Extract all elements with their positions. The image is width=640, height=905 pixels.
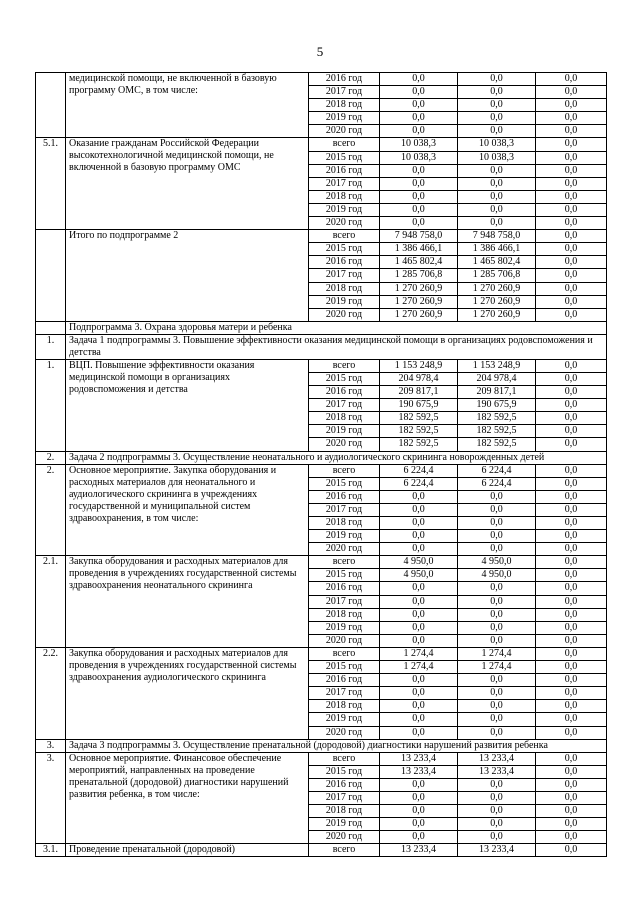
other-sources-cell: 0,0 [536,190,607,203]
period-cell: 2020 год [309,217,380,230]
period-cell: 2017 год [309,791,380,804]
section-header-row [36,334,607,359]
activity-name: Основное мероприятие. Закупка оборудования и расходных материалов для неонатального и аудиологического скрининга в учреждениях государственной и муниципальной систем здравоохранения, в том числе: [66,464,309,556]
regional-budget-cell: 0,0 [458,818,536,831]
regional-budget-cell: 182 592,5 [458,425,536,438]
regional-budget-cell: 4 950,0 [458,569,536,582]
regional-budget-cell: 0,0 [458,608,536,621]
total-funding-cell: 13 233,4 [380,752,458,765]
row-number: 3. [36,752,66,844]
period-cell: всего [309,464,380,477]
row-number: 1. [36,359,66,451]
other-sources-cell: 0,0 [536,217,607,230]
total-funding-cell: 0,0 [380,621,458,634]
regional-budget-cell: 10 038,3 [458,138,536,151]
other-sources-cell: 0,0 [536,359,607,372]
period-cell: всего [309,359,380,372]
period-cell: 2020 год [309,634,380,647]
regional-budget-cell: 1 270 260,9 [458,295,536,308]
total-funding-cell: 0,0 [380,203,458,216]
other-sources-cell: 0,0 [536,621,607,634]
regional-budget-cell: 0,0 [458,190,536,203]
period-cell: 2020 год [309,125,380,138]
page-number: 5 [316,44,324,59]
other-sources-cell: 0,0 [536,765,607,778]
total-funding-cell: 1 274,4 [380,647,458,660]
period-cell: 2015 год [309,661,380,674]
total-funding-cell: 13 233,4 [380,765,458,778]
regional-budget-cell: 10 038,3 [458,151,536,164]
regional-budget-cell: 0,0 [458,634,536,647]
period-cell: 2019 год [309,203,380,216]
total-funding-cell: 0,0 [380,112,458,125]
row-number: 2. [36,451,66,464]
other-sources-cell: 0,0 [536,543,607,556]
activity-name: Закупка оборудования и расходных материалов для проведения в учреждениях государственной системы здравоохранения аудиологического скрининга [66,647,309,739]
total-funding-cell: 0,0 [380,818,458,831]
period-cell: 2015 год [309,372,380,385]
period-cell: 2017 год [309,269,380,282]
budget-table-body [36,73,607,857]
regional-budget-cell: 13 233,4 [458,844,536,857]
total-funding-cell: 0,0 [380,190,458,203]
section-header-row [36,451,607,464]
total-funding-cell: 0,0 [380,164,458,177]
regional-budget-cell: 0,0 [458,86,536,99]
period-cell: 2018 год [309,99,380,112]
total-funding-cell: 13 233,4 [380,844,458,857]
total-funding-cell: 0,0 [380,177,458,190]
period-cell: 2019 год [309,530,380,543]
period-cell: 2015 год [309,477,380,490]
regional-budget-cell: 0,0 [458,164,536,177]
other-sources-cell: 0,0 [536,151,607,164]
period-cell: 2018 год [309,517,380,530]
regional-budget-cell: 1 270 260,9 [458,308,536,321]
other-sources-cell: 0,0 [536,647,607,660]
regional-budget-cell: 0,0 [458,700,536,713]
regional-budget-cell: 182 592,5 [458,412,536,425]
other-sources-cell: 0,0 [536,530,607,543]
period-cell: 2018 год [309,282,380,295]
regional-budget-cell: 1 285 706,8 [458,269,536,282]
period-cell: 2017 год [309,86,380,99]
total-funding-cell: 0,0 [380,700,458,713]
other-sources-cell: 0,0 [536,464,607,477]
total-funding-cell: 1 274,4 [380,661,458,674]
period-cell: 2016 год [309,386,380,399]
regional-budget-cell: 6 224,4 [458,477,536,490]
other-sources-cell: 0,0 [536,791,607,804]
total-funding-cell: 4 950,0 [380,556,458,569]
total-funding-cell: 1 153 248,9 [380,359,458,372]
other-sources-cell: 0,0 [536,569,607,582]
period-cell: 2017 год [309,177,380,190]
period-cell: 2020 год [309,438,380,451]
total-funding-cell: 0,0 [380,86,458,99]
total-funding-cell: 182 592,5 [380,412,458,425]
total-funding-cell: 0,0 [380,582,458,595]
section-header-text: Задача 3 подпрограммы 3. Осуществление пренатальной (дородовой) диагностики нарушений развития ребенка [66,739,607,752]
period-cell: 2018 год [309,805,380,818]
total-funding-cell: 1 386 466,1 [380,243,458,256]
table-row [36,359,607,372]
period-cell: всего [309,752,380,765]
other-sources-cell: 0,0 [536,282,607,295]
other-sources-cell: 0,0 [536,477,607,490]
regional-budget-cell: 0,0 [458,791,536,804]
other-sources-cell: 0,0 [536,556,607,569]
row-number: 2.1. [36,556,66,648]
other-sources-cell: 0,0 [536,164,607,177]
total-funding-cell: 0,0 [380,713,458,726]
row-number: 2. [36,464,66,556]
other-sources-cell: 0,0 [536,713,607,726]
period-cell: 2017 год [309,503,380,516]
regional-budget-cell: 0,0 [458,805,536,818]
total-funding-cell: 0,0 [380,726,458,739]
period-cell: всего [309,138,380,151]
total-funding-cell: 0,0 [380,217,458,230]
regional-budget-cell: 0,0 [458,582,536,595]
regional-budget-cell: 1 274,4 [458,647,536,660]
regional-budget-cell: 7 948 758,0 [458,230,536,243]
regional-budget-cell: 0,0 [458,503,536,516]
other-sources-cell: 0,0 [536,412,607,425]
other-sources-cell: 0,0 [536,386,607,399]
section-header-row [36,321,607,334]
other-sources-cell: 0,0 [536,425,607,438]
total-funding-cell: 0,0 [380,530,458,543]
period-cell: 2020 год [309,543,380,556]
regional-budget-cell: 0,0 [458,713,536,726]
table-row [36,556,607,569]
total-funding-cell: 7 948 758,0 [380,230,458,243]
period-cell: 2018 год [309,412,380,425]
period-cell: 2019 год [309,112,380,125]
row-number: 2.2. [36,647,66,739]
activity-name: Основное мероприятие. Финансовое обеспечение мероприятий, направленных на проведение пренатальной (дородовой) диагностики нарушений развития ребенка, в том числе: [66,752,309,844]
period-cell: 2016 год [309,164,380,177]
other-sources-cell: 0,0 [536,805,607,818]
row-number: 5.1. [36,138,66,230]
activity-name: Итого по подпрограмме 2 [66,230,309,322]
regional-budget-cell: 0,0 [458,831,536,844]
activity-name: медицинской помощи, не включенной в базовую программу ОМС, в том числе: [66,73,309,138]
regional-budget-cell: 0,0 [458,543,536,556]
table-row [36,647,607,660]
other-sources-cell: 0,0 [536,112,607,125]
other-sources-cell: 0,0 [536,608,607,621]
period-cell: 2016 год [309,778,380,791]
other-sources-cell: 0,0 [536,818,607,831]
period-cell: 2020 год [309,308,380,321]
period-cell: 2016 год [309,256,380,269]
regional-budget-cell: 0,0 [458,125,536,138]
other-sources-cell: 0,0 [536,582,607,595]
period-cell: 2016 год [309,490,380,503]
regional-budget-cell: 13 233,4 [458,765,536,778]
table-row [36,844,607,857]
regional-budget-cell: 0,0 [458,778,536,791]
activity-name: Проведение пренатальной (дородовой) [66,844,309,857]
total-funding-cell: 1 465 802,4 [380,256,458,269]
other-sources-cell: 0,0 [536,86,607,99]
period-cell: всего [309,556,380,569]
other-sources-cell: 0,0 [536,687,607,700]
other-sources-cell: 0,0 [536,203,607,216]
other-sources-cell: 0,0 [536,490,607,503]
total-funding-cell: 1 285 706,8 [380,269,458,282]
regional-budget-cell: 0,0 [458,687,536,700]
period-cell: всего [309,647,380,660]
other-sources-cell: 0,0 [536,230,607,243]
total-funding-cell: 0,0 [380,634,458,647]
section-header-text: Задача 1 подпрограммы 3. Повышение эффективности оказания медицинской помощи в организациях родовспоможения и детства [66,334,607,359]
regional-budget-cell: 0,0 [458,726,536,739]
total-funding-cell: 10 038,3 [380,151,458,164]
total-funding-cell: 0,0 [380,595,458,608]
regional-budget-cell: 6 224,4 [458,464,536,477]
other-sources-cell: 0,0 [536,295,607,308]
regional-budget-cell: 0,0 [458,217,536,230]
total-funding-cell: 0,0 [380,490,458,503]
other-sources-cell: 0,0 [536,438,607,451]
period-cell: всего [309,844,380,857]
period-cell: 2016 год [309,674,380,687]
other-sources-cell: 0,0 [536,726,607,739]
period-cell: 2017 год [309,399,380,412]
total-funding-cell: 0,0 [380,543,458,556]
other-sources-cell: 0,0 [536,99,607,112]
regional-budget-cell: 190 675,9 [458,399,536,412]
other-sources-cell: 0,0 [536,503,607,516]
other-sources-cell: 0,0 [536,844,607,857]
period-cell: 2016 год [309,582,380,595]
other-sources-cell: 0,0 [536,517,607,530]
period-cell: 2020 год [309,831,380,844]
period-cell: 2019 год [309,295,380,308]
activity-name: Оказание гражданам Российской Федерации высокотехнологичной медицинской помощи, не включенной в базовую программу ОМС [66,138,309,230]
regional-budget-cell: 0,0 [458,621,536,634]
total-funding-cell: 0,0 [380,608,458,621]
total-funding-cell: 182 592,5 [380,425,458,438]
period-cell: 2015 год [309,765,380,778]
regional-budget-cell: 0,0 [458,517,536,530]
period-cell: 2020 год [309,726,380,739]
other-sources-cell: 0,0 [536,138,607,151]
total-funding-cell: 0,0 [380,831,458,844]
total-funding-cell: 0,0 [380,73,458,86]
period-cell: 2018 год [309,190,380,203]
regional-budget-cell: 0,0 [458,99,536,112]
row-number: 3.1. [36,844,66,857]
regional-budget-cell: 1 153 248,9 [458,359,536,372]
section-header-text: Подпрограмма 3. Охрана здоровья матери и ребенка [66,321,607,334]
other-sources-cell: 0,0 [536,308,607,321]
total-funding-cell: 0,0 [380,805,458,818]
period-cell: всего [309,230,380,243]
regional-budget-cell: 13 233,4 [458,752,536,765]
other-sources-cell: 0,0 [536,399,607,412]
period-cell: 2019 год [309,818,380,831]
other-sources-cell: 0,0 [536,831,607,844]
regional-budget-cell: 0,0 [458,490,536,503]
total-funding-cell: 4 950,0 [380,569,458,582]
other-sources-cell: 0,0 [536,177,607,190]
total-funding-cell: 0,0 [380,125,458,138]
regional-budget-cell: 1 274,4 [458,661,536,674]
total-funding-cell: 0,0 [380,99,458,112]
row-number: 3. [36,739,66,752]
regional-budget-cell: 0,0 [458,203,536,216]
other-sources-cell: 0,0 [536,674,607,687]
row-number: 1. [36,334,66,359]
other-sources-cell: 0,0 [536,634,607,647]
regional-budget-cell: 0,0 [458,530,536,543]
other-sources-cell: 0,0 [536,595,607,608]
period-cell: 2018 год [309,608,380,621]
regional-budget-cell: 4 950,0 [458,556,536,569]
other-sources-cell: 0,0 [536,372,607,385]
total-funding-cell: 0,0 [380,517,458,530]
table-row [36,138,607,151]
total-funding-cell: 0,0 [380,778,458,791]
total-funding-cell: 1 270 260,9 [380,308,458,321]
row-number [36,230,66,322]
total-funding-cell: 182 592,5 [380,438,458,451]
other-sources-cell: 0,0 [536,73,607,86]
period-cell: 2016 год [309,73,380,86]
period-cell: 2015 год [309,151,380,164]
regional-budget-cell: 0,0 [458,112,536,125]
other-sources-cell: 0,0 [536,661,607,674]
regional-budget-cell: 0,0 [458,73,536,86]
regional-budget-cell: 0,0 [458,177,536,190]
regional-budget-cell: 204 978,4 [458,372,536,385]
total-funding-cell: 1 270 260,9 [380,295,458,308]
total-funding-cell: 6 224,4 [380,477,458,490]
other-sources-cell: 0,0 [536,778,607,791]
regional-budget-cell: 1 270 260,9 [458,282,536,295]
other-sources-cell: 0,0 [536,125,607,138]
period-cell: 2019 год [309,425,380,438]
total-funding-cell: 0,0 [380,503,458,516]
total-funding-cell: 190 675,9 [380,399,458,412]
total-funding-cell: 6 224,4 [380,464,458,477]
budget-table [35,72,607,857]
period-cell: 2015 год [309,243,380,256]
table-row [36,73,607,86]
section-header-row [36,739,607,752]
regional-budget-cell: 209 817,1 [458,386,536,399]
period-cell: 2017 год [309,687,380,700]
regional-budget-cell: 0,0 [458,674,536,687]
regional-budget-cell: 182 592,5 [458,438,536,451]
total-funding-cell: 0,0 [380,674,458,687]
table-row [36,230,607,243]
regional-budget-cell: 1 465 802,4 [458,256,536,269]
regional-budget-cell: 0,0 [458,595,536,608]
row-number [36,321,66,334]
period-cell: 2018 год [309,700,380,713]
total-funding-cell: 204 978,4 [380,372,458,385]
total-funding-cell: 1 270 260,9 [380,282,458,295]
other-sources-cell: 0,0 [536,752,607,765]
total-funding-cell: 209 817,1 [380,386,458,399]
other-sources-cell: 0,0 [536,700,607,713]
table-row [36,752,607,765]
other-sources-cell: 0,0 [536,269,607,282]
regional-budget-cell: 1 386 466,1 [458,243,536,256]
section-header-text: Задача 2 подпрограммы 3. Осуществление неонатального и аудиологического скрининга новорожденных детей [66,451,607,464]
table-row [36,464,607,477]
other-sources-cell: 0,0 [536,256,607,269]
total-funding-cell: 0,0 [380,791,458,804]
row-number [36,73,66,138]
total-funding-cell: 0,0 [380,687,458,700]
period-cell: 2019 год [309,713,380,726]
other-sources-cell: 0,0 [536,243,607,256]
period-cell: 2015 год [309,569,380,582]
activity-name: ВЦП. Повышение эффективности оказания медицинской помощи в организациях родовспоможения и детства [66,359,309,451]
period-cell: 2017 год [309,595,380,608]
activity-name: Закупка оборудования и расходных материалов для проведения в учреждениях государственной системы здравоохранения неонатального скрининга [66,556,309,648]
period-cell: 2019 год [309,621,380,634]
total-funding-cell: 10 038,3 [380,138,458,151]
